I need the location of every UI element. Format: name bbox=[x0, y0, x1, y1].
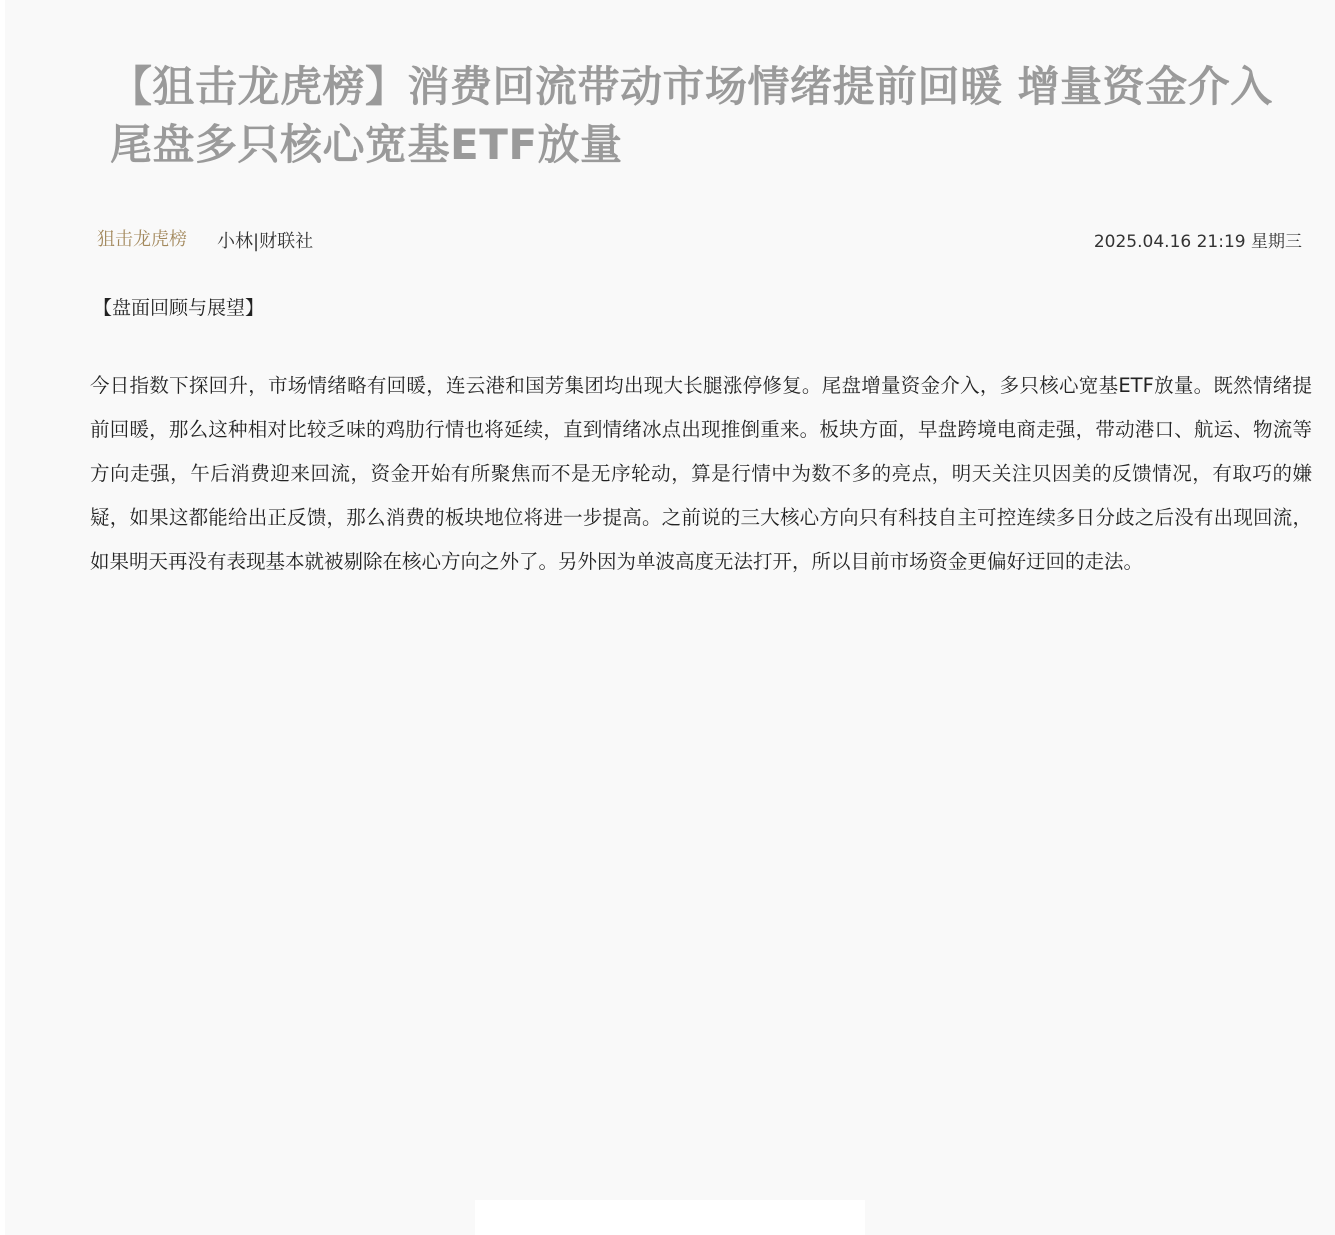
bottom-blank-panel bbox=[475, 1200, 865, 1235]
author-source: 小林|财联社 bbox=[217, 231, 314, 252]
column-tag-link[interactable]: 狙击龙虎榜 bbox=[97, 229, 187, 250]
article-title: 【狙击龙虎榜】消费回流带动市场情绪提前回暖 增量资金介入尾盘多只核心宽基ETF放量 bbox=[110, 62, 1273, 169]
publish-datetime: 2025.04.16 21:19 星期三 bbox=[1093, 232, 1302, 252]
section-heading: 【盘面回顾与展望】 bbox=[93, 297, 265, 319]
article-body: 今日指数下探回升，市场情绪略有回暖，连云港和国芳集团均出现大长腿涨停修复。尾盘增量资金介入，多只核心宽基ETF放量。既然情绪提前回暖，那么这种相对比较乏味的鸡肋行情也将延续，直到情绪冰点出现推倒重来。板块方面，早盘跨境电商走强，带动港口、航运、物流等方向走强，午后消费迎来回流，资金开始有所聚焦而不是无序轮动，算是行情中为数不多的亮点，明天关注贝因美的反馈情况，有取巧的嫌疑，如果这都能给出正反馈，那么消费的板块地位将进一步提高。之前说的三大核心方向只有科技自主可控连续多日分歧之后没有出现回流，如果明天再没有表现基本就被剔除在核心方向之外了。另外因为单波高度无法打开，所以目前市场资金更偏好迂回的走法。 bbox=[90, 374, 1312, 573]
article-meta bbox=[97, 226, 1302, 256]
